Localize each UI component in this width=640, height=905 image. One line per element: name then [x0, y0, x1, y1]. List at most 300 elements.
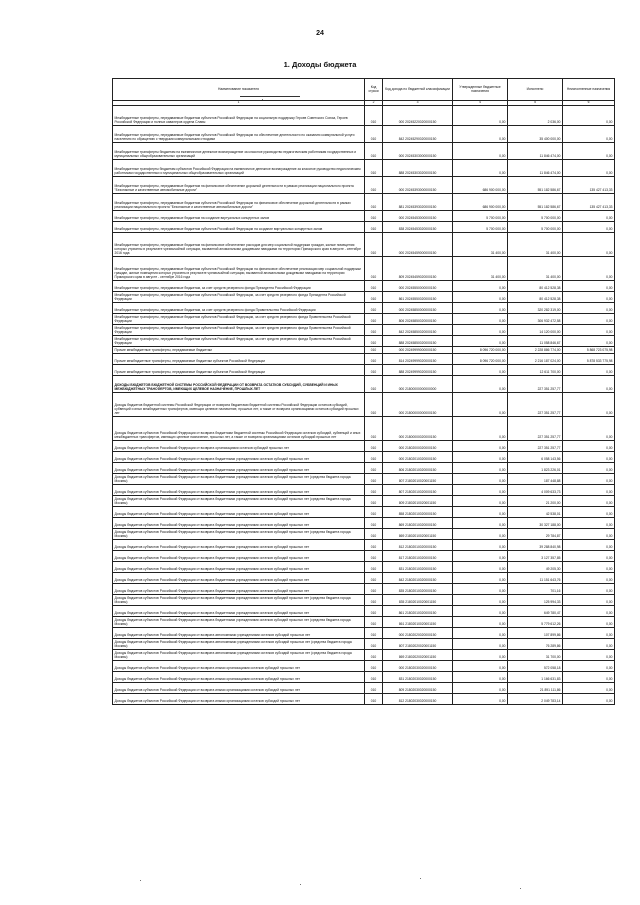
row-name: Доходы бюджетов субъектов Российской Федерации от возврата бюджетными учреждениями остатков субсидий прошлых лет (средства бюджета города Москвы)	[113, 617, 365, 628]
table-row	[113, 194, 615, 211]
page-number: 24	[316, 30, 324, 37]
row-approved: 0,00	[453, 584, 508, 595]
row-executed: 5 700 000,00	[508, 222, 563, 233]
row-executed: 30 327 188,00	[508, 518, 563, 529]
row-approved: 0,00	[453, 365, 508, 376]
row-budget-code: 858 21802010020000150	[383, 507, 453, 518]
row-unexecuted: 0,00	[563, 628, 615, 639]
row-code: 010	[365, 595, 383, 606]
row-budget-code: 000 20245459000000150	[383, 233, 453, 257]
row-unexecuted: 0,00	[563, 303, 615, 314]
table-row	[113, 507, 615, 518]
row-budget-code: 000 20245550000000150	[383, 281, 453, 292]
row-code: 010	[365, 584, 383, 595]
row-unexecuted: 0,00	[563, 160, 615, 177]
table-row	[113, 672, 615, 683]
row-executed: 2 228 886 774,00	[508, 347, 563, 354]
table-row	[113, 106, 615, 126]
row-name: Прочие межбюджетные трансферты, передаваемые бюджетам	[113, 347, 365, 354]
row-unexecuted: 0,00	[563, 417, 615, 441]
row-executed: 31 700,00	[508, 650, 563, 661]
row-approved: 0,00	[453, 441, 508, 452]
row-code: 010	[365, 452, 383, 463]
table-row	[113, 595, 615, 606]
row-code: 010	[365, 354, 383, 365]
row-executed: 125 994,33	[508, 595, 563, 606]
row-executed: 39 288 840,98	[508, 540, 563, 551]
row-code: 010	[365, 393, 383, 417]
row-budget-code: 807 21802010020001150	[383, 474, 453, 485]
row-code: 010	[365, 233, 383, 257]
row-name: ДОХОДЫ БЮДЖЕТОВ БЮДЖЕТНОЙ СИСТЕМЫ РОССИЙСКОЙ ФЕДЕРАЦИИ ОТ ВОЗВРАТА ОСТАТКОВ СУБСИДИЙ, СУБВЕНЦИЙ И ИНЫХ МЕЖБЮДЖЕТНЫХ ТРАНСФЕРТОВ, ИМЕЮЩИХ ЦЕЛЕВОЕ НАЗНАЧЕНИЕ, ПРОШЛЫХ ЛЕТ	[113, 376, 365, 393]
row-name: Доходы бюджетов субъектов Российской Федерации от возврата бюджетными учреждениями остатков субсидий прошлых лет	[113, 463, 365, 474]
row-executed: 1 166 631,83	[508, 672, 563, 683]
table-row	[113, 683, 615, 694]
row-budget-code: 831 21802030020000150	[383, 672, 453, 683]
row-unexecuted: 0,00	[563, 683, 615, 694]
scan-dot	[420, 878, 421, 879]
row-code: 010	[365, 606, 383, 617]
row-budget-code: 814 20249999020000150	[383, 354, 453, 365]
row-executed: 5 700 000,00	[508, 211, 563, 222]
row-budget-code: 842 20245290020000150	[383, 126, 453, 143]
row-approved: 0,00	[453, 650, 508, 661]
row-name: Межбюджетные трансферты, передаваемые бюджетам субъектов Российской Федерации, за счет средств резервного фонда Правительства Российской Федерации	[113, 314, 365, 325]
row-approved: 5 700 000,00	[453, 211, 508, 222]
row-approved: 0,00	[453, 518, 508, 529]
row-unexecuted: 0,00	[563, 496, 615, 507]
row-unexecuted: 0,00	[563, 441, 615, 452]
row-executed: 14 120 000,00	[508, 325, 563, 336]
row-budget-code: 812 21802030020000150	[383, 694, 453, 705]
table-row	[113, 540, 615, 551]
row-code: 010	[365, 617, 383, 628]
row-name: Межбюджетные трансферты, передаваемые бюджетам на финансовое обеспечение дорожной деятельности в рамках реализации национального проекта "Безопасные и качественные автомобильные дороги"	[113, 177, 365, 194]
row-unexecuted: 0,00	[563, 143, 615, 160]
table-row	[113, 485, 615, 496]
row-code: 010	[365, 507, 383, 518]
row-executed: 1 823 226,01	[508, 463, 563, 474]
row-approved: 0,00	[453, 393, 508, 417]
row-code: 010	[365, 562, 383, 573]
row-code: 010	[365, 347, 383, 354]
row-name: Прочие межбюджетные трансферты, передаваемые бюджетам субъектов Российской Федерации	[113, 365, 365, 376]
row-unexecuted: 0,00	[563, 126, 615, 143]
row-unexecuted: 5 868 723 075,98	[563, 347, 615, 354]
row-executed: 31 400,00	[508, 257, 563, 281]
row-executed: 49 205,30	[508, 562, 563, 573]
table-row	[113, 303, 615, 314]
row-unexecuted: 0,00	[563, 694, 615, 705]
row-executed: 21 891 111,86	[508, 683, 563, 694]
row-name: Межбюджетные трансферты, передаваемые бюджетам субъектов Российской Федерации на обеспечение деятельности по оказанию коммунальной услуги населению по обращению с твердыми коммунальными отходами	[113, 126, 365, 143]
row-approved: 0,00	[453, 292, 508, 303]
column-number: 1	[113, 101, 365, 106]
header-unexecuted: Неисполненные назначения	[563, 79, 615, 101]
row-name: Межбюджетные трансферты, передаваемые бюджетам субъектов Российской Федерации, за счет средств резервного фонда Президента Российской Федерации	[113, 292, 365, 303]
row-name: Доходы бюджетов субъектов Российской Федерации от возврата бюджетными учреждениями остатков субсидий прошлых лет	[113, 540, 365, 551]
row-name: Доходы бюджетов субъектов Российской Федерации от возврата автономными учреждениями остатков субсидий прошлых лет	[113, 628, 365, 639]
table-row	[113, 257, 615, 281]
row-approved: 5 700 000,00	[453, 222, 508, 233]
row-budget-code: 000 21802030020000150	[383, 661, 453, 672]
row-code: 010	[365, 463, 383, 474]
row-budget-code: 842 20245850020000150	[383, 325, 453, 336]
row-unexecuted: 0,00	[563, 606, 615, 617]
row-name: Межбюджетные трансферты, передаваемые бюджетам субъектов Российской Федерации на финансовое обеспечение дорожной деятельности в рамках реализации национального проекта "Безопасные и качественные автомобильные дороги"	[113, 194, 365, 211]
table-row	[113, 354, 615, 365]
row-unexecuted: 0,00	[563, 661, 615, 672]
row-name: Доходы бюджетов субъектов Российской Федерации от возврата бюджетными учреждениями остатков субсидий прошлых лет (средства бюджета города Москвы)	[113, 474, 365, 485]
row-approved: 0,00	[453, 672, 508, 683]
row-budget-code: 807 21802020020001150	[383, 639, 453, 650]
table-row	[113, 177, 615, 194]
row-executed: 21 200,00	[508, 496, 563, 507]
row-code: 010	[365, 281, 383, 292]
table-row	[113, 463, 615, 474]
table-row	[113, 628, 615, 639]
row-executed: 80 412 528,38	[508, 281, 563, 292]
row-budget-code: 835 21802010020001150	[383, 595, 453, 606]
row-code: 010	[365, 143, 383, 160]
row-code: 010	[365, 474, 383, 485]
row-executed: 29 784,87	[508, 529, 563, 540]
row-approved: 0,00	[453, 325, 508, 336]
row-unexecuted: 0,00	[563, 257, 615, 281]
row-name: Доходы бюджетов субъектов Российской Федерации от возврата иными организациями остатков субсидий прошлых лет	[113, 661, 365, 672]
row-approved: 0,00	[453, 452, 508, 463]
row-budget-code: 881 20245393020000150	[383, 194, 453, 211]
row-approved: 0,00	[453, 683, 508, 694]
row-budget-code: 806 21802010020000150	[383, 463, 453, 474]
row-code: 010	[365, 177, 383, 194]
row-unexecuted: 0,00	[563, 106, 615, 126]
row-budget-code: 888 20245303020000150	[383, 160, 453, 177]
row-approved: 0,00	[453, 606, 508, 617]
header-approved: Утвержденные бюджетные назначения	[453, 79, 508, 101]
row-unexecuted: 0,00	[563, 365, 615, 376]
row-executed: 2 036,00	[508, 106, 563, 126]
page-title: 1. Доходы бюджета	[283, 60, 357, 69]
table-row	[113, 573, 615, 584]
row-name: Доходы бюджетов субъектов Российской Федерации от возврата бюджетными учреждениями остатков субсидий прошлых лет	[113, 584, 365, 595]
row-code: 010	[365, 376, 383, 393]
row-unexecuted: 0,00	[563, 584, 615, 595]
row-budget-code: 869 21802010020001150	[383, 529, 453, 540]
row-name: Доходы бюджетов субъектов Российской Федерации от возврата бюджетными учреждениями остатков субсидий прошлых лет	[113, 551, 365, 562]
row-budget-code: 835 21802010020000150	[383, 584, 453, 595]
table-row	[113, 661, 615, 672]
scan-dot	[520, 888, 521, 889]
row-executed: 2 216 187 024,00	[508, 354, 563, 365]
row-budget-code: 000 21802010020000150	[383, 452, 453, 463]
row-executed: 2 049 783,14	[508, 694, 563, 705]
row-unexecuted: 0,00	[563, 639, 615, 650]
row-approved: 686 900 000,00	[453, 194, 508, 211]
row-approved: 0,00	[453, 303, 508, 314]
table-row	[113, 222, 615, 233]
row-budget-code: 000 21800000000000000	[383, 376, 453, 393]
row-executed: 31 400,00	[508, 233, 563, 257]
table-row	[113, 347, 615, 354]
row-unexecuted: 0,00	[563, 529, 615, 540]
row-budget-code: 000 20249999000000150	[383, 347, 453, 354]
row-executed: 11 846 474,00	[508, 143, 563, 160]
table-row	[113, 452, 615, 463]
row-approved: 0,00	[453, 485, 508, 496]
row-budget-code: 000 21800000020000150	[383, 417, 453, 441]
row-unexecuted: 135 427 413,33	[563, 194, 615, 211]
table-row	[113, 417, 615, 441]
row-unexecuted: 0,00	[563, 325, 615, 336]
row-budget-code: 812 21802010020000150	[383, 540, 453, 551]
row-code: 010	[365, 441, 383, 452]
row-name: Доходы бюджетов субъектов Российской Федерации от возврата автономными учреждениями остатков субсидий прошлых лет (средства бюджета города Москвы)	[113, 650, 365, 661]
row-name: Доходы бюджетов субъектов Российской Федерации от возврата автономными учреждениями остатков субсидий прошлых лет (средства бюджета города Москвы)	[113, 639, 365, 650]
row-unexecuted: 0,00	[563, 281, 615, 292]
table-row	[113, 143, 615, 160]
row-budget-code: 831 21802010020000150	[383, 562, 453, 573]
row-executed: 572 058,18	[508, 661, 563, 672]
row-unexecuted: 0,00	[563, 551, 615, 562]
row-unexecuted: 0,00	[563, 650, 615, 661]
row-code: 010	[365, 194, 383, 211]
row-unexecuted: 0,00	[563, 292, 615, 303]
row-code: 010	[365, 540, 383, 551]
row-budget-code: 861 21802010020000150	[383, 606, 453, 617]
table-row	[113, 650, 615, 661]
row-executed: 701,16	[508, 584, 563, 595]
header-name: Наименование показателя	[113, 79, 365, 101]
row-budget-code: 861 21802010020001150	[383, 617, 453, 628]
row-budget-code: 838 20245453020000150	[383, 222, 453, 233]
table-header-row	[113, 79, 615, 101]
row-code: 010	[365, 672, 383, 683]
row-budget-code: 000 21800000000000150	[383, 393, 453, 417]
scan-dot	[300, 884, 301, 885]
revenue-table	[112, 78, 615, 705]
table-row	[113, 441, 615, 452]
row-code: 010	[365, 211, 383, 222]
row-code: 010	[365, 573, 383, 584]
row-unexecuted: 0,00	[563, 507, 615, 518]
row-name: Доходы бюджетов субъектов Российской Федерации от возврата бюджетными учреждениями остатков субсидий прошлых лет	[113, 518, 365, 529]
row-executed: 11 058 846,67	[508, 336, 563, 347]
table-row	[113, 160, 615, 177]
row-code: 010	[365, 639, 383, 650]
row-budget-code: 000 20245850000000150	[383, 303, 453, 314]
row-budget-code: 807 21802010020000150	[383, 485, 453, 496]
row-budget-code: 809 21802030020000150	[383, 683, 453, 694]
row-code: 010	[365, 257, 383, 281]
row-code: 010	[365, 292, 383, 303]
row-name: Доходы бюджетов субъектов Российской Федерации от возврата бюджетными учреждениями остатков субсидий прошлых лет (средства бюджета города Москвы)	[113, 496, 365, 507]
row-approved: 0,00	[453, 628, 508, 639]
row-code: 010	[365, 303, 383, 314]
row-approved: 0,00	[453, 281, 508, 292]
row-name: Доходы бюджетов субъектов Российской Федерации от возврата бюджетными учреждениями остатков субсидий прошлых лет	[113, 573, 365, 584]
row-unexecuted: 0,00	[563, 474, 615, 485]
row-approved: 0,00	[453, 160, 508, 177]
row-unexecuted: 0,00	[563, 222, 615, 233]
row-approved: 0,00	[453, 496, 508, 507]
row-unexecuted: 0,00	[563, 336, 615, 347]
row-executed: 320 282 319,00	[508, 303, 563, 314]
row-code: 010	[365, 325, 383, 336]
row-name: Межбюджетные трансферты, передаваемые бюджетам, за счет средств резервного фонда Правительства Российской Федерации	[113, 303, 365, 314]
header-code: Код строки	[365, 79, 383, 101]
row-approved: 0,00	[453, 639, 508, 650]
row-approved: 0,00	[453, 376, 508, 393]
column-number: 4	[453, 101, 508, 106]
row-budget-code: 000 20245303000000150	[383, 143, 453, 160]
row-code: 010	[365, 126, 383, 143]
table-row	[113, 639, 615, 650]
row-code: 010	[365, 314, 383, 325]
row-unexecuted: 0,00	[563, 393, 615, 417]
row-name: Межбюджетные трансферты, передаваемые бюджетам на создание виртуальных концертных залов	[113, 211, 365, 222]
row-name: Доходы бюджетов субъектов Российской Федерации от возврата бюджетными учреждениями остатков субсидий прошлых лет (средства бюджета города Москвы)	[113, 529, 365, 540]
row-budget-code: 817 21802010020000150	[383, 551, 453, 562]
row-approved: 0,00	[453, 661, 508, 672]
row-executed: 107 899,86	[508, 628, 563, 639]
row-executed: 42 538,01	[508, 507, 563, 518]
row-executed: 306 932 472,58	[508, 314, 563, 325]
table-row	[113, 365, 615, 376]
row-approved: 0,00	[453, 551, 508, 562]
row-name: Межбюджетные трансферты бюджетам на ежемесячное денежное вознаграждение за классное руководство педагогическим работникам государственных и муниципальных общеобразовательных организаций	[113, 143, 365, 160]
row-code: 010	[365, 650, 383, 661]
row-unexecuted: 0,00	[563, 573, 615, 584]
row-approved: 8 096 720 000,00	[453, 347, 508, 354]
row-name: Доходы бюджетов субъектов Российской Федерации от возврата бюджетными учреждениями остатков субсидий прошлых лет	[113, 562, 365, 573]
row-name: Прочие межбюджетные трансферты, передаваемые бюджетам субъектов Российской Федерации	[113, 354, 365, 365]
header-executed: Исполнено	[508, 79, 563, 101]
row-budget-code: 000 20245453000000150	[383, 211, 453, 222]
row-executed: 227 351 257,77	[508, 417, 563, 441]
row-executed: 3 127 357,85	[508, 551, 563, 562]
scan-mark	[240, 96, 300, 97]
row-approved: 0,00	[453, 540, 508, 551]
row-budget-code: 888 20249999020000150	[383, 365, 453, 376]
row-executed: 76 289,86	[508, 639, 563, 650]
row-code: 010	[365, 160, 383, 177]
row-name: Межбюджетные трансферты, передаваемые бюджетам, за счет средств резервного фонда Президента Российской Федерации	[113, 281, 365, 292]
table-row	[113, 584, 615, 595]
scan-dot	[140, 880, 141, 881]
table-row	[113, 518, 615, 529]
table-row	[113, 281, 615, 292]
row-name: Доходы бюджетов субъектов Российской Федерации от возврата иными организациями остатков субсидий прошлых лет	[113, 672, 365, 683]
row-name: Доходы бюджетов субъектов Российской Федерации от возврата бюджетными учреждениями остатков субсидий прошлых лет (средства бюджета города Москвы)	[113, 595, 365, 606]
row-budget-code: 842 21802010020000150	[383, 573, 453, 584]
table-row	[113, 694, 615, 705]
row-name: Межбюджетные трансферты, передаваемые бюджетам субъектов Российской Федерации на финансовое обеспечение реализации мер социальной поддержки граждан, жилые помещения которых утрачены в результате чрезвычайной ситуации, вызванной аномальными дождевыми паводками на территории Приморского края в августе - сентябре 2016 года	[113, 257, 365, 281]
row-approved: 31 400,00	[453, 233, 508, 257]
row-approved: 0,00	[453, 694, 508, 705]
row-executed: 187 448,88	[508, 474, 563, 485]
table-row	[113, 376, 615, 393]
row-executed: 80 412 528,38	[508, 292, 563, 303]
column-number: 5	[508, 101, 563, 106]
row-approved: 0,00	[453, 529, 508, 540]
row-approved: 0,00	[453, 106, 508, 126]
row-name: Доходы бюджетов бюджетной системы Российской Федерации от возврата бюджетами бюджетной системы Российской Федерации остатков субсидий, субвенций и иных межбюджетных трансфертов, имеющих целевое назначение, прошлых лет, а также от возврата организациями остатков субсидий прошлых лет	[113, 393, 365, 417]
table-row	[113, 292, 615, 303]
row-executed: 551 182 586,67	[508, 194, 563, 211]
row-executed: 227 351 257,77	[508, 393, 563, 417]
row-name: Доходы бюджетов субъектов Российской Федерации от возврата иными организациями остатков субсидий прошлых лет	[113, 683, 365, 694]
row-approved: 0,00	[453, 562, 508, 573]
column-number: 3	[383, 101, 453, 106]
row-name: Доходы бюджетов субъектов Российской Федерации от возврата иными организациями остатков субсидий прошлых лет	[113, 694, 365, 705]
row-unexecuted: 135 427 413,33	[563, 177, 615, 194]
table-row	[113, 393, 615, 417]
row-code: 010	[365, 529, 383, 540]
row-budget-code: 869 21802020020001150	[383, 650, 453, 661]
row-budget-code: 809 20245459020000150	[383, 257, 453, 281]
row-approved: 0,00	[453, 507, 508, 518]
row-unexecuted: 0,00	[563, 485, 615, 496]
row-unexecuted: 5 878 533 775,98	[563, 354, 615, 365]
table-row	[113, 474, 615, 485]
row-code: 010	[365, 496, 383, 507]
row-name: Межбюджетные трансферты бюджетам субъектов Российской Федерации на ежемесячное денежное вознаграждение за классное руководство педагогическим работникам государственных и муниципальных общеобразовательных организаций	[113, 160, 365, 177]
row-unexecuted: 0,00	[563, 463, 615, 474]
row-budget-code: 000 21802020020000150	[383, 628, 453, 639]
row-budget-code: 000 20245393000000150	[383, 177, 453, 194]
row-name: Доходы бюджетов субъектов Российской Федерации от возврата бюджетными учреждениями остатков субсидий прошлых лет	[113, 485, 365, 496]
row-executed: 35 400 000,00	[508, 126, 563, 143]
row-code: 010	[365, 417, 383, 441]
row-budget-code: 888 20245850020000150	[383, 336, 453, 347]
row-name: Межбюджетные трансферты, передаваемые бюджетам субъектов Российской Федерации на социальную поддержку Героев Советского Союза, Героев Российской Федерации и полных кавалеров ордена Славы	[113, 106, 365, 126]
row-code: 010	[365, 222, 383, 233]
row-approved: 31 400,00	[453, 257, 508, 281]
row-name: Доходы бюджетов субъектов Российской Федерации от возврата бюджетными учреждениями остатков субсидий прошлых лет	[113, 507, 365, 518]
row-approved: 0,00	[453, 617, 508, 628]
row-executed: 5 779 612,26	[508, 617, 563, 628]
row-unexecuted: 0,00	[563, 595, 615, 606]
row-budget-code: 806 20245850020000150	[383, 314, 453, 325]
row-approved: 0,00	[453, 314, 508, 325]
row-unexecuted: 0,00	[563, 314, 615, 325]
table-row	[113, 314, 615, 325]
table-row	[113, 617, 615, 628]
row-executed: 11 151 643,76	[508, 573, 563, 584]
row-code: 010	[365, 106, 383, 126]
row-code: 010	[365, 551, 383, 562]
row-approved: 0,00	[453, 573, 508, 584]
row-executed: 12 611 700,00	[508, 365, 563, 376]
table-row	[113, 233, 615, 257]
row-budget-code: 869 21802010020000150	[383, 518, 453, 529]
row-executed: 6 058 143,56	[508, 452, 563, 463]
table-row	[113, 529, 615, 540]
row-unexecuted: 0,00	[563, 540, 615, 551]
row-unexecuted: 0,00	[563, 672, 615, 683]
row-executed: 11 846 474,00	[508, 160, 563, 177]
row-approved: 0,00	[453, 336, 508, 347]
table-row	[113, 606, 615, 617]
table-row	[113, 325, 615, 336]
column-number: 2	[365, 101, 383, 106]
row-unexecuted: 0,00	[563, 211, 615, 222]
row-name: Межбюджетные трансферты, передаваемые бюджетам субъектов Российской Федерации, за счет средств резервного фонда Правительства Российской Федерации	[113, 336, 365, 347]
row-code: 010	[365, 694, 383, 705]
row-approved: 0,00	[453, 474, 508, 485]
row-approved: 0,00	[453, 143, 508, 160]
